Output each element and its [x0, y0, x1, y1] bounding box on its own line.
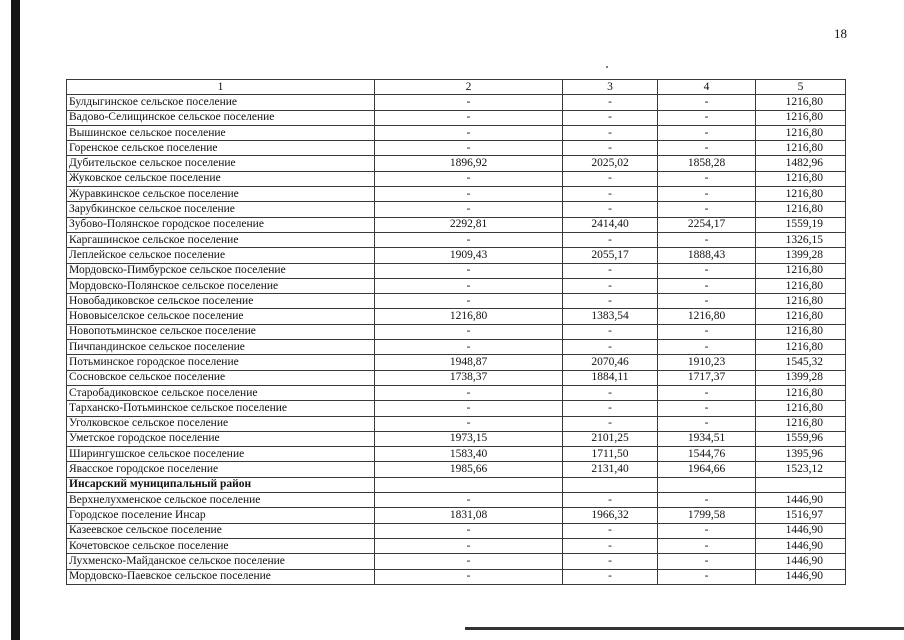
- value-cell-col2: -: [375, 171, 563, 186]
- header-cell-1: 1: [67, 80, 375, 95]
- value-cell-col5: 1216,80: [756, 202, 846, 217]
- scan-speck: [606, 66, 608, 68]
- table-row: [67, 171, 846, 186]
- table-row: [67, 278, 846, 293]
- value-cell-col4: -: [658, 95, 756, 110]
- settlement-name-cell: Новопотьминское сельское поселение: [67, 324, 375, 339]
- value-cell-col3: -: [563, 493, 658, 508]
- value-cell-col5: 1446,90: [756, 523, 846, 538]
- value-cell-col5: 1216,80: [756, 125, 846, 140]
- settlement-name-cell: Уголковское сельское поселение: [67, 416, 375, 431]
- value-cell-col5: 1216,80: [756, 187, 846, 202]
- bottom-scan-rule: [465, 627, 904, 630]
- value-cell-col2: 1831,08: [375, 508, 563, 523]
- value-cell-col4: -: [658, 401, 756, 416]
- value-cell-col4: 1858,28: [658, 156, 756, 171]
- table-row: [67, 248, 846, 263]
- settlement-name-cell: Пичпандинское сельское поселение: [67, 340, 375, 355]
- value-cell-col4: 1934,51: [658, 431, 756, 446]
- table-row: [67, 447, 846, 462]
- value-cell-col5: 1216,80: [756, 324, 846, 339]
- settlement-name-cell: Журавкинское сельское поселение: [67, 187, 375, 202]
- table-row: [67, 431, 846, 446]
- value-cell-col3: 2070,46: [563, 355, 658, 370]
- value-cell-col2: -: [375, 95, 563, 110]
- settlement-name-cell: Старобадиковское сельское поселение: [67, 385, 375, 400]
- value-cell-col4: -: [658, 554, 756, 569]
- table-row: [67, 554, 846, 569]
- settlement-name-cell: Верхнелухменское сельское поселение: [67, 493, 375, 508]
- value-cell-col2: -: [375, 141, 563, 156]
- value-cell-col5: 1216,80: [756, 263, 846, 278]
- value-cell-col4: -: [658, 141, 756, 156]
- value-cell-col2: -: [375, 110, 563, 125]
- value-cell-col3: 1884,11: [563, 370, 658, 385]
- table-row: [67, 187, 846, 202]
- value-cell-col2: 1896,92: [375, 156, 563, 171]
- settlement-name-cell: Ширингушское сельское поселение: [67, 447, 375, 462]
- table-row: [67, 538, 846, 553]
- settlement-name-cell: Кочетовское сельское поселение: [67, 538, 375, 553]
- value-cell-col4: -: [658, 569, 756, 584]
- section-title-cell: Инсарский муниципальный район: [67, 477, 375, 492]
- value-cell-col5: 1559,96: [756, 431, 846, 446]
- value-cell-col3: -: [563, 294, 658, 309]
- value-cell-col4: 1717,37: [658, 370, 756, 385]
- value-cell-col3: -: [563, 401, 658, 416]
- value-cell-col3: -: [563, 187, 658, 202]
- settlement-name-cell: Лухменско-Майданское сельское поселение: [67, 554, 375, 569]
- settlement-name-cell: Зубово-Полянское городское поселение: [67, 217, 375, 232]
- value-cell-col5: 1216,80: [756, 340, 846, 355]
- settlement-name-cell: Мордовско-Пимбурское сельское поселение: [67, 263, 375, 278]
- value-cell-col3: -: [563, 324, 658, 339]
- table-row: [67, 324, 846, 339]
- value-cell-col2: -: [375, 523, 563, 538]
- value-cell-col3: -: [563, 385, 658, 400]
- value-cell-col2: -: [375, 263, 563, 278]
- value-cell-col4: -: [658, 187, 756, 202]
- value-cell-col3: -: [563, 202, 658, 217]
- value-cell-col5: 1395,96: [756, 447, 846, 462]
- value-cell-col5: 1216,80: [756, 278, 846, 293]
- value-cell-col2: -: [375, 278, 563, 293]
- data-table: [66, 79, 846, 585]
- value-cell-col5: 1482,96: [756, 156, 846, 171]
- value-cell-col3: -: [563, 110, 658, 125]
- value-cell-col5: 1326,15: [756, 232, 846, 247]
- table-row: [67, 523, 846, 538]
- settlement-name-cell: Явасское городское поселение: [67, 462, 375, 477]
- scan-edge-shadow: [11, 0, 20, 640]
- table-row: [67, 401, 846, 416]
- value-cell-col5: 1545,32: [756, 355, 846, 370]
- value-cell-col2: [375, 477, 563, 492]
- settlement-name-cell: Городское поселение Инсар: [67, 508, 375, 523]
- section-header-row: [67, 477, 846, 492]
- value-cell-col4: -: [658, 263, 756, 278]
- table-row: [67, 156, 846, 171]
- table-row: [67, 110, 846, 125]
- settlement-name-cell: Вышинское сельское поселение: [67, 125, 375, 140]
- settlement-name-cell: Уметское городское поселение: [67, 431, 375, 446]
- value-cell-col5: 1216,80: [756, 141, 846, 156]
- value-cell-col5: 1216,80: [756, 416, 846, 431]
- value-cell-col4: -: [658, 110, 756, 125]
- value-cell-col4: 2254,17: [658, 217, 756, 232]
- table-row: [67, 141, 846, 156]
- value-cell-col3: -: [563, 125, 658, 140]
- value-cell-col4: 1964,66: [658, 462, 756, 477]
- table-row: [67, 508, 846, 523]
- value-cell-col3: -: [563, 141, 658, 156]
- settlement-name-cell: Горенское сельское поселение: [67, 141, 375, 156]
- table-row: [67, 416, 846, 431]
- value-cell-col4: 1910,23: [658, 355, 756, 370]
- value-cell-col2: 1583,40: [375, 447, 563, 462]
- table-row: [67, 340, 846, 355]
- value-cell-col3: 2025,02: [563, 156, 658, 171]
- value-cell-col5: 1216,80: [756, 171, 846, 186]
- value-cell-col2: -: [375, 385, 563, 400]
- value-cell-col5: 1446,90: [756, 554, 846, 569]
- value-cell-col2: 1738,37: [375, 370, 563, 385]
- value-cell-col2: -: [375, 125, 563, 140]
- settlement-name-cell: Дубительское сельское поселение: [67, 156, 375, 171]
- table-row: [67, 309, 846, 324]
- settlement-name-cell: Потьминское городское поселение: [67, 355, 375, 370]
- value-cell-col4: -: [658, 538, 756, 553]
- value-cell-col2: -: [375, 538, 563, 553]
- header-cell-4: 4: [658, 80, 756, 95]
- table-row: [67, 125, 846, 140]
- value-cell-col4: -: [658, 523, 756, 538]
- value-cell-col2: -: [375, 294, 563, 309]
- table-row: [67, 95, 846, 110]
- value-cell-col4: -: [658, 340, 756, 355]
- value-cell-col2: -: [375, 569, 563, 584]
- value-cell-col5: 1216,80: [756, 309, 846, 324]
- value-cell-col2: 1985,66: [375, 462, 563, 477]
- value-cell-col5: 1446,90: [756, 538, 846, 553]
- value-cell-col4: 1799,58: [658, 508, 756, 523]
- value-cell-col2: -: [375, 340, 563, 355]
- value-cell-col5: 1559,19: [756, 217, 846, 232]
- settlement-name-cell: Булдыгинское сельское поселение: [67, 95, 375, 110]
- table-body: [67, 80, 846, 585]
- value-cell-col4: -: [658, 125, 756, 140]
- value-cell-col2: -: [375, 416, 563, 431]
- value-cell-col2: 1216,80: [375, 309, 563, 324]
- value-cell-col4: -: [658, 278, 756, 293]
- value-cell-col5: 1216,80: [756, 385, 846, 400]
- value-cell-col2: -: [375, 202, 563, 217]
- value-cell-col4: -: [658, 416, 756, 431]
- table-row: [67, 202, 846, 217]
- value-cell-col3: 1383,54: [563, 309, 658, 324]
- value-cell-col4: 1216,80: [658, 309, 756, 324]
- value-cell-col3: -: [563, 523, 658, 538]
- settlement-name-cell: Казеевское сельское поселение: [67, 523, 375, 538]
- value-cell-col2: 1909,43: [375, 248, 563, 263]
- value-cell-col3: 2055,17: [563, 248, 658, 263]
- value-cell-col3: 1966,32: [563, 508, 658, 523]
- value-cell-col4: -: [658, 202, 756, 217]
- value-cell-col5: 1399,28: [756, 248, 846, 263]
- value-cell-col5: 1216,80: [756, 95, 846, 110]
- settlement-name-cell: Леплейское сельское поселение: [67, 248, 375, 263]
- value-cell-col5: 1216,80: [756, 294, 846, 309]
- settlement-name-cell: Жуковское сельское поселение: [67, 171, 375, 186]
- value-cell-col2: -: [375, 493, 563, 508]
- table-row: [67, 569, 846, 584]
- header-cell-2: 2: [375, 80, 563, 95]
- value-cell-col4: -: [658, 385, 756, 400]
- value-cell-col3: 2101,25: [563, 431, 658, 446]
- value-cell-col4: 1888,43: [658, 248, 756, 263]
- value-cell-col3: -: [563, 263, 658, 278]
- settlement-name-cell: Мордовско-Полянское сельское поселение: [67, 278, 375, 293]
- header-cell-5: 5: [756, 80, 846, 95]
- value-cell-col4: -: [658, 493, 756, 508]
- table-row: [67, 232, 846, 247]
- value-cell-col2: 2292,81: [375, 217, 563, 232]
- value-cell-col4: [658, 477, 756, 492]
- value-cell-col5: 1446,90: [756, 493, 846, 508]
- settlement-name-cell: Вадово-Селищинское сельское поселение: [67, 110, 375, 125]
- value-cell-col2: 1973,15: [375, 431, 563, 446]
- table-row: [67, 462, 846, 477]
- value-cell-col3: -: [563, 569, 658, 584]
- value-cell-col3: -: [563, 554, 658, 569]
- table-row: [67, 217, 846, 232]
- value-cell-col2: -: [375, 232, 563, 247]
- value-cell-col3: 2131,40: [563, 462, 658, 477]
- table-row: [67, 355, 846, 370]
- value-cell-col2: -: [375, 187, 563, 202]
- value-cell-col5: 1216,80: [756, 401, 846, 416]
- value-cell-col3: -: [563, 416, 658, 431]
- value-cell-col4: -: [658, 294, 756, 309]
- value-cell-col2: -: [375, 401, 563, 416]
- settlement-name-cell: Новобадиковское сельское поселение: [67, 294, 375, 309]
- value-cell-col3: 1711,50: [563, 447, 658, 462]
- value-cell-col4: -: [658, 232, 756, 247]
- settlement-name-cell: Мордовско-Паевское сельское поселение: [67, 569, 375, 584]
- value-cell-col2: -: [375, 554, 563, 569]
- table-row: [67, 493, 846, 508]
- value-cell-col3: -: [563, 171, 658, 186]
- value-cell-col5: [756, 477, 846, 492]
- settlement-name-cell: Сосновское сельское поселение: [67, 370, 375, 385]
- value-cell-col3: -: [563, 95, 658, 110]
- value-cell-col5: 1516,97: [756, 508, 846, 523]
- value-cell-col5: 1446,90: [756, 569, 846, 584]
- value-cell-col3: 2414,40: [563, 217, 658, 232]
- table-header-row: [67, 80, 846, 95]
- value-cell-col4: 1544,76: [658, 447, 756, 462]
- header-cell-3: 3: [563, 80, 658, 95]
- value-cell-col3: -: [563, 538, 658, 553]
- settlement-name-cell: Тарханско-Потьминское сельское поселение: [67, 401, 375, 416]
- value-cell-col3: -: [563, 278, 658, 293]
- table-row: [67, 263, 846, 278]
- value-cell-col3: -: [563, 232, 658, 247]
- settlement-name-cell: Зарубкинское сельское поселение: [67, 202, 375, 217]
- table-row: [67, 370, 846, 385]
- value-cell-col4: -: [658, 171, 756, 186]
- table-row: [67, 385, 846, 400]
- value-cell-col5: 1399,28: [756, 370, 846, 385]
- value-cell-col3: [563, 477, 658, 492]
- value-cell-col5: 1523,12: [756, 462, 846, 477]
- table-row: [67, 294, 846, 309]
- value-cell-col2: -: [375, 324, 563, 339]
- value-cell-col3: -: [563, 340, 658, 355]
- value-cell-col2: 1948,87: [375, 355, 563, 370]
- settlement-name-cell: Каргашинское сельское поселение: [67, 232, 375, 247]
- page-number: 18: [834, 26, 847, 41]
- value-cell-col5: 1216,80: [756, 110, 846, 125]
- settlement-name-cell: Нововыселское сельское поселение: [67, 309, 375, 324]
- value-cell-col4: -: [658, 324, 756, 339]
